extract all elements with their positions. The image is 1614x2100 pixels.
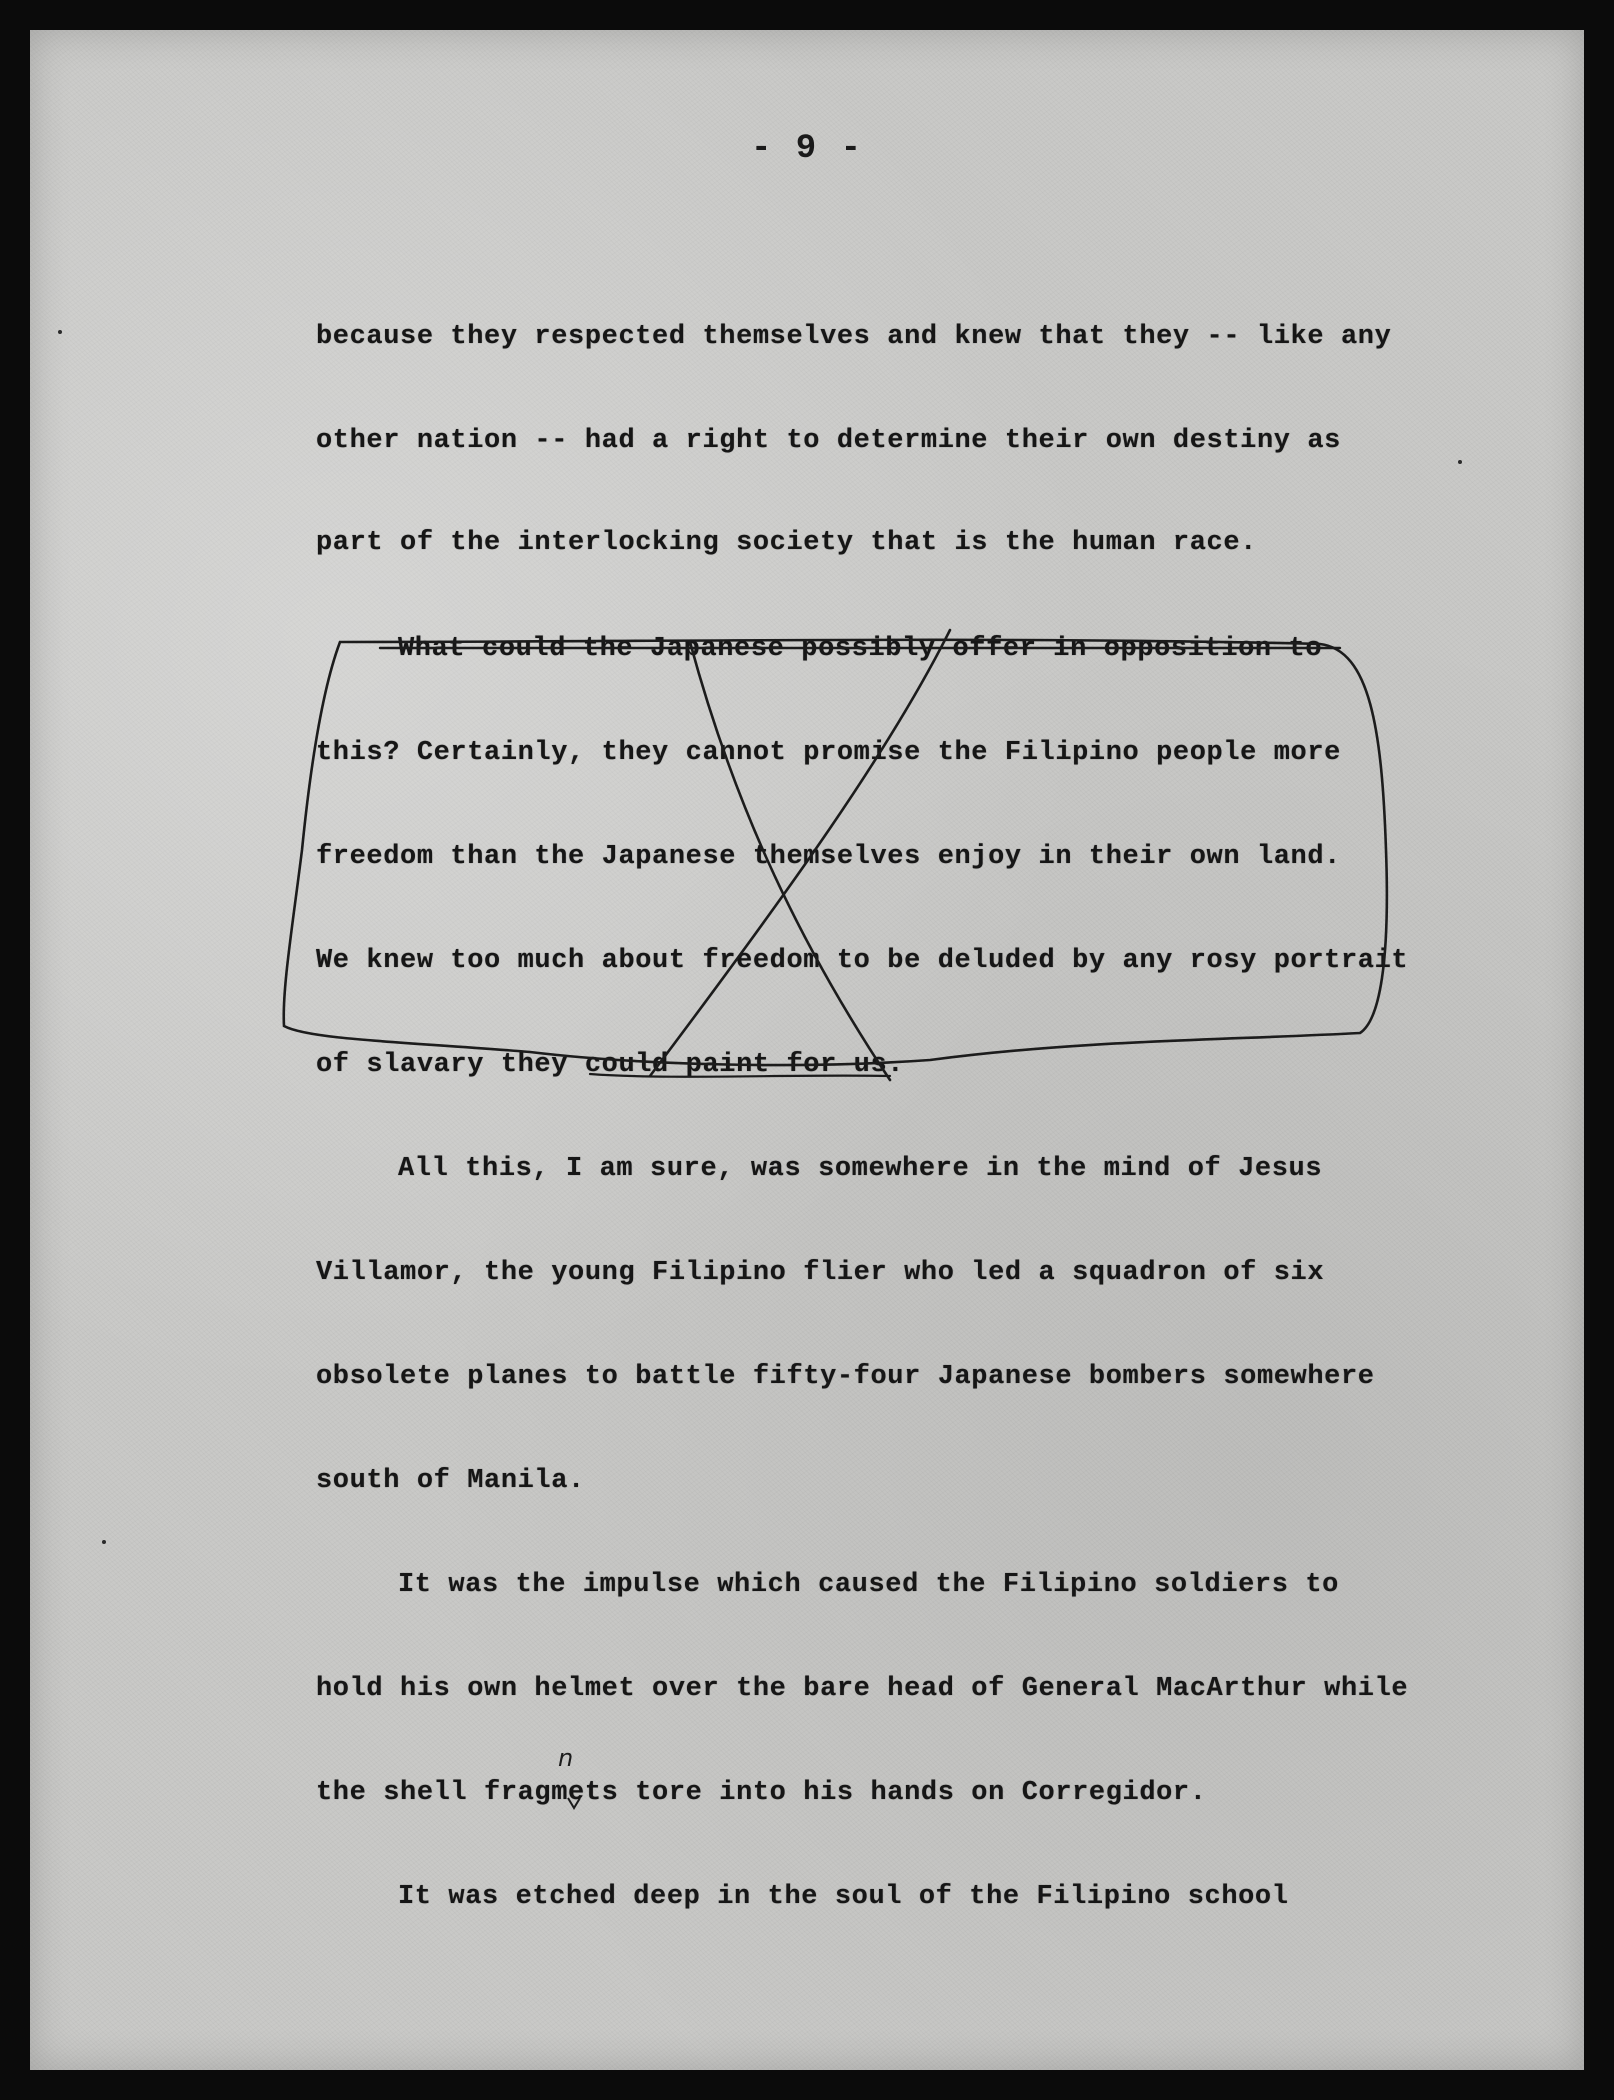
text-line: Villamor, the young Filipino flier who led a squadron of six bbox=[316, 1258, 1325, 1288]
speck bbox=[58, 330, 62, 334]
insertion-mark: n bbox=[558, 1744, 574, 1772]
struck-text-line: freedom than the Japanese themselves enjoy in their own land. bbox=[316, 842, 1341, 872]
text-line: south of Manila. bbox=[316, 1466, 585, 1496]
text-line: hold his own helmet over the bare head of General MacArthur while bbox=[316, 1674, 1409, 1704]
text-line: obsolete planes to battle fifty-four Japanese bombers somewhere bbox=[316, 1362, 1375, 1392]
text-line: part of the interlocking society that is the human race. bbox=[316, 528, 1257, 558]
speck bbox=[102, 1540, 106, 1544]
text-line: It was etched deep in the soul of the Filipino school bbox=[398, 1882, 1289, 1912]
text-line: other nation -- had a right to determine their own destiny as bbox=[316, 426, 1341, 456]
page-number: - 9 - bbox=[750, 130, 864, 168]
speck bbox=[1458, 460, 1462, 464]
struck-text-line: of slavary they could paint for us. bbox=[316, 1050, 905, 1080]
struck-text-line: We knew too much about freedom to be deluded by any rosy portrait bbox=[316, 946, 1409, 976]
document-page bbox=[30, 30, 1584, 2070]
struck-text-line: What could the Japanese possibly offer in opposition to bbox=[398, 634, 1323, 664]
text-line: the shell fragmets tore into his hands on Corregidor. bbox=[316, 1778, 1207, 1808]
text-line: All this, I am sure, was somewhere in the mind of Jesus bbox=[398, 1154, 1323, 1184]
text-line: It was the impulse which caused the Filipino soldiers to bbox=[398, 1570, 1339, 1600]
text-line: because they respected themselves and knew that they -- like any bbox=[316, 322, 1392, 352]
struck-text-line: this? Certainly, they cannot promise the Filipino people more bbox=[316, 738, 1341, 768]
